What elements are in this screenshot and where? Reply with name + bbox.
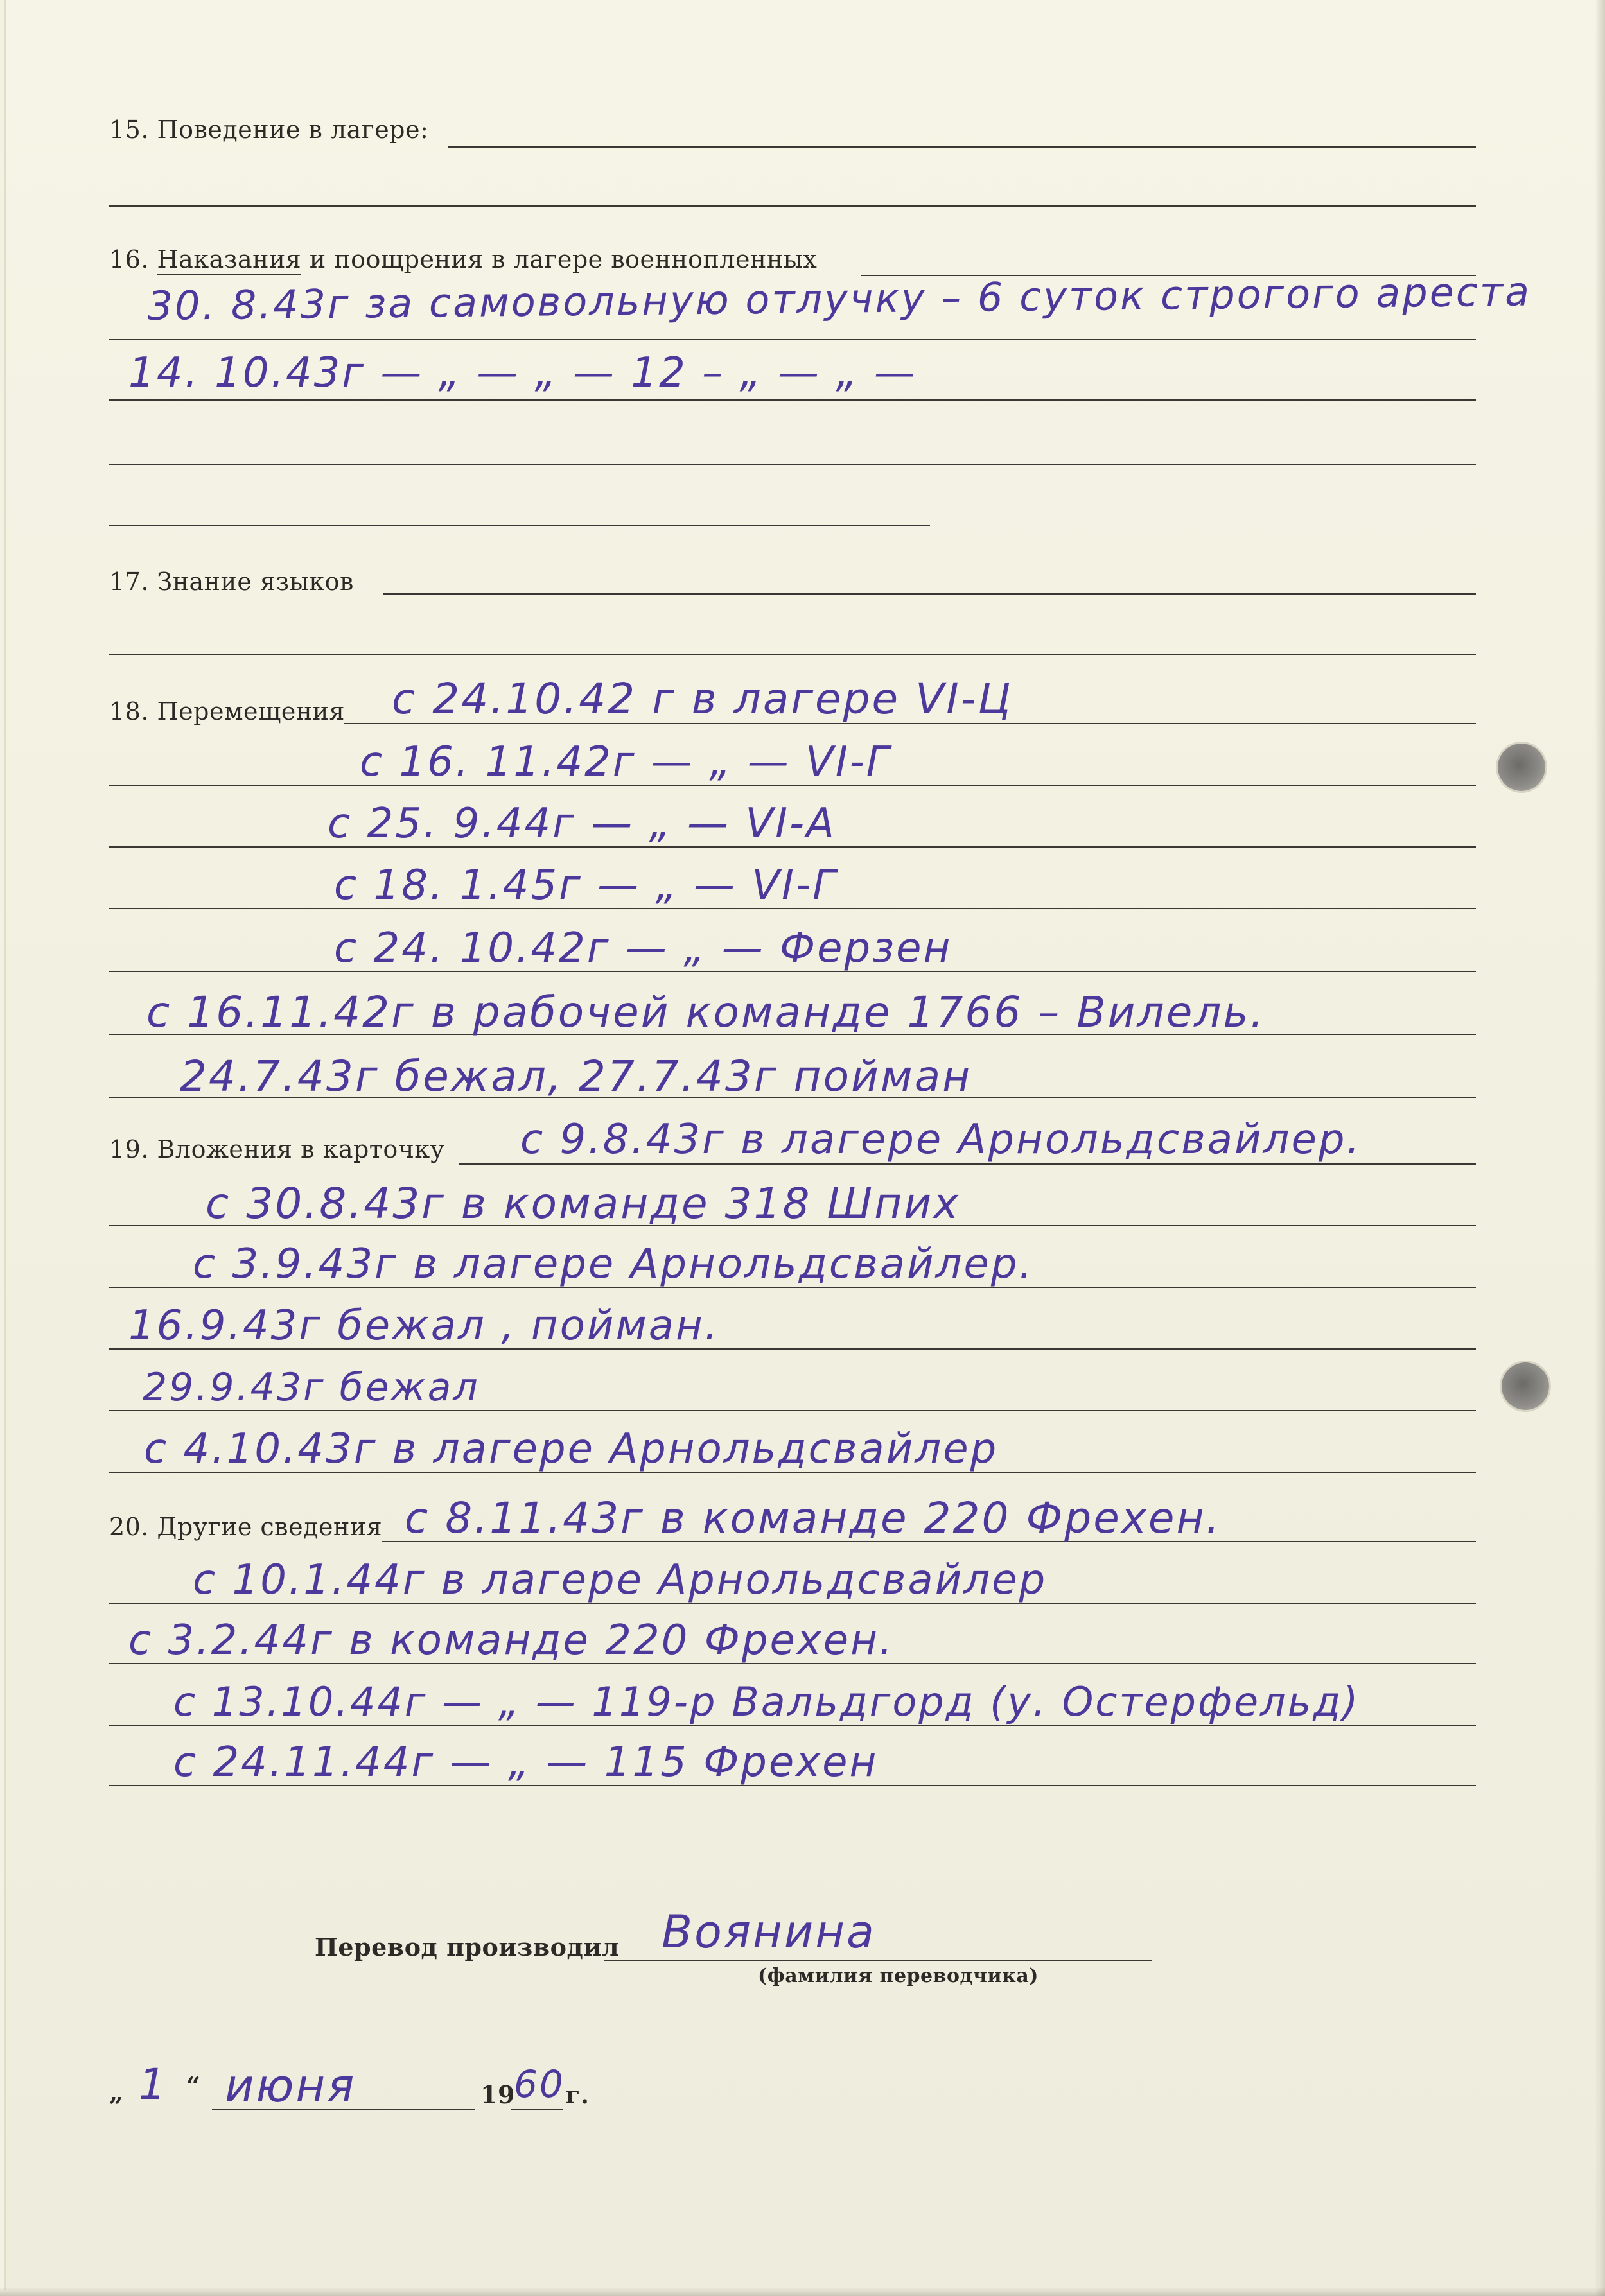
field-18-entry-6: с 16.11.42г в рабочей команде 1766 – Вилель. bbox=[146, 987, 1266, 1037]
field-17-line-1 bbox=[383, 593, 1476, 595]
field-18-entry-1: с 24.10.42 г в лагере VI-Ц bbox=[392, 674, 1013, 724]
field-17-label: 17. Знание языков bbox=[109, 568, 354, 596]
field-20-entry-1: с 8.11.43г в команде 220 Фрехен. bbox=[405, 1493, 1222, 1543]
date-year: 60 bbox=[514, 2062, 565, 2106]
date-month: июня bbox=[225, 2060, 356, 2112]
field-18-entry-2: с 16. 11.42г — „ — VI-Г bbox=[360, 738, 891, 786]
date-open-quote: „ bbox=[109, 2078, 124, 2107]
translator-signature: Воянина bbox=[662, 1906, 876, 1958]
field-20-entry-5: с 24.11.44г — „ — 115 Фрехен bbox=[173, 1739, 879, 1786]
field-17-line-2 bbox=[109, 654, 1476, 655]
field-16-number: 16. bbox=[109, 245, 149, 274]
field-19-label: 19. Вложения в карточку bbox=[109, 1135, 445, 1163]
field-18-label: 18. Перемещения bbox=[109, 697, 345, 726]
field-20-entry-4: с 13.10.44г — „ — 119-р Вальдгорд (у. Остерфельд) bbox=[173, 1678, 1360, 1725]
field-19-entry-5: 29.9.43г бежал bbox=[143, 1365, 480, 1410]
field-16-label bbox=[109, 245, 817, 274]
page-bottom-shadow bbox=[0, 2287, 1605, 2296]
translator-caption: (фамилия переводчика) bbox=[758, 1965, 1039, 1987]
field-16-line-3 bbox=[109, 399, 1476, 401]
date-year-line bbox=[511, 2109, 563, 2110]
field-19-line-1 bbox=[459, 1163, 1476, 1165]
field-18-entry-5: с 24. 10.42г — „ — Ферзен bbox=[334, 925, 952, 972]
punch-hole-bottom bbox=[1502, 1362, 1549, 1410]
field-15-line-1 bbox=[448, 146, 1476, 148]
field-19-entry-1: с 9.8.43г в лагере Арнольдсвайлер. bbox=[520, 1116, 1362, 1163]
field-18-entry-3: с 25. 9.44г — „ — VI-А bbox=[328, 800, 836, 848]
field-19-entry-2: с 30.8.43г в команде 318 Шпих bbox=[206, 1179, 961, 1228]
translator-label: Перевод производил bbox=[315, 1933, 620, 1961]
field-16-line-2 bbox=[109, 339, 1476, 340]
field-15-line-2 bbox=[109, 205, 1476, 207]
field-18-entry-7: 24.7.43г бежал, 27.7.43г пойман bbox=[180, 1052, 972, 1101]
translator-signature-line bbox=[604, 1960, 1152, 1961]
field-16-label-rest: и поощрения в лагере военнопленных bbox=[309, 245, 818, 274]
field-16-line-4 bbox=[109, 464, 1476, 465]
field-19-entry-4: 16.9.43г бежал , пойман. bbox=[128, 1302, 720, 1350]
date-year-suffix: г. bbox=[565, 2080, 590, 2109]
field-20-entry-3: с 3.2.44г в команде 220 Фрехен. bbox=[128, 1617, 895, 1664]
field-19-entry-6: с 4.10.43г в лагере Арнольдсвайлер bbox=[144, 1425, 999, 1473]
field-16-entry-2: 14. 10.43г — „ — „ — 12 – „ — „ — bbox=[128, 349, 917, 397]
field-18-entry-4: с 18. 1.45г — „ — VI-Г bbox=[334, 862, 838, 909]
field-20-entry-2: с 10.1.44г в лагере Арнольдсвайлер bbox=[193, 1556, 1048, 1604]
field-15-label: 15. Поведение в лагере: bbox=[109, 116, 429, 144]
date-year-prefix: 19 bbox=[480, 2080, 515, 2109]
field-16-line-5 bbox=[109, 525, 930, 526]
punch-hole-top bbox=[1498, 744, 1545, 791]
field-16-entry-1: 30. 8.43г за самовольную отлучку – 6 суток строгого ареста bbox=[147, 268, 1532, 329]
field-19-entry-3: с 3.9.43г в лагере Арнольдсвайлер. bbox=[193, 1240, 1034, 1288]
date-day: 1 bbox=[139, 2060, 168, 2109]
field-20-label: 20. Другие сведения bbox=[109, 1513, 383, 1541]
field-19-line-5 bbox=[109, 1410, 1476, 1411]
field-16-underlined-word: Наказания bbox=[157, 245, 302, 274]
page-edge-shadow bbox=[1595, 0, 1605, 2296]
date-close-quote: “ bbox=[186, 2071, 201, 2100]
